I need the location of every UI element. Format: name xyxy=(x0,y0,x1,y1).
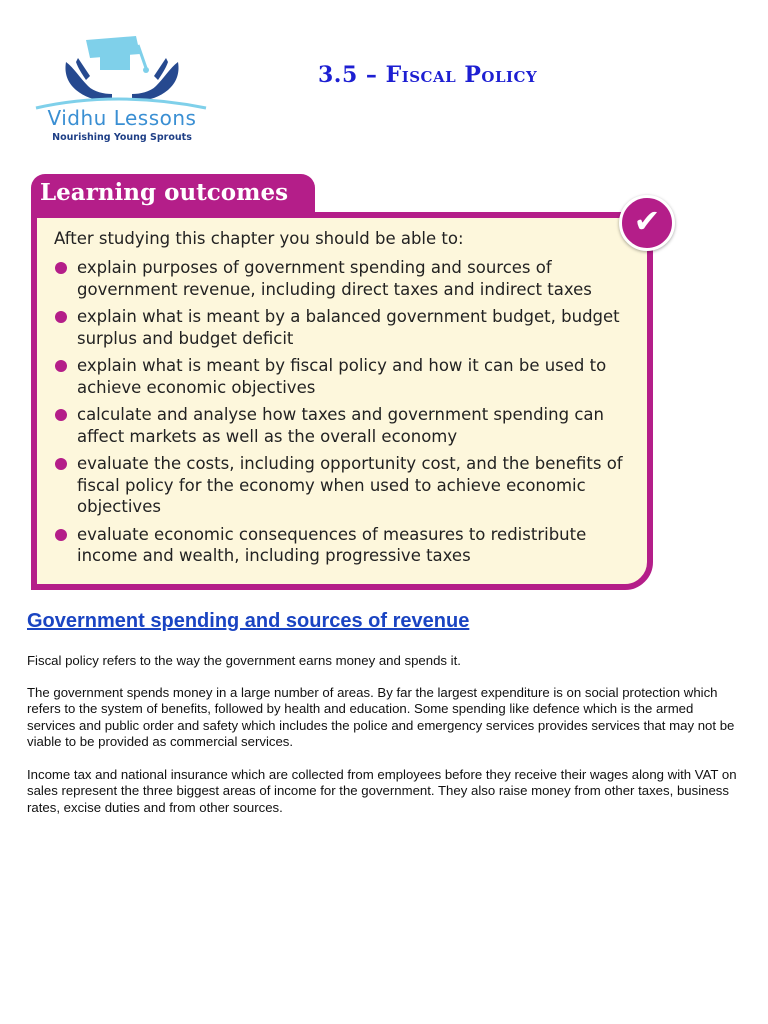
list-item-text: calculate and analyse how taxes and government spending can affect markets as well as the overall economy xyxy=(77,405,604,446)
bullet-dot-icon xyxy=(55,458,67,470)
paragraph-spending: The government spends money in a large number of areas. By far the largest expenditure is on social protection which refers to the system of benefits, followed by health and education. Some spending like defence which is the armed services and public order and safety which includes the police and emergency services provides services that may not be viable to be provided as commercial services. xyxy=(27,685,735,749)
section-heading: Government spending and sources of revenue xyxy=(27,610,470,632)
bullet-dot-icon xyxy=(55,311,67,323)
list-item-text: explain purposes of government spending and sources of government revenue, including direct taxes and indirect taxes xyxy=(77,258,592,299)
learning-outcomes-list xyxy=(54,257,634,573)
logo-tagline: Nourishing Young Sprouts xyxy=(52,132,192,143)
list-item-text: explain what is meant by fiscal policy and how it can be used to achieve economic objectives xyxy=(77,356,607,397)
bullet-dot-icon xyxy=(55,409,67,421)
list-item-text: explain what is meant by a balanced government budget, budget surplus and budget deficit xyxy=(77,307,620,348)
logo-name: Vidhu Lessons xyxy=(47,106,197,130)
page-title: 3.5 – Fiscal Policy xyxy=(318,62,538,88)
list-item xyxy=(54,355,634,398)
paragraph-revenue: Income tax and national insurance which are collected from employees before they receive their wages along with VAT on sales represent the three biggest areas of income for the government. They also raise money from other taxes, business rates, excise duties and from other sources. xyxy=(27,767,737,815)
learning-outcomes-heading: Learning outcomes xyxy=(40,179,289,206)
hands-cap-logo-icon xyxy=(28,28,208,118)
bullet-dot-icon xyxy=(55,360,67,372)
list-item xyxy=(54,257,634,300)
logo xyxy=(28,28,208,148)
graduation-cap-icon xyxy=(86,36,149,73)
checkmark-glyph: ✔ xyxy=(633,202,661,240)
paragraph-intro: Fiscal policy refers to the way the government earns money and spends it. xyxy=(27,653,461,668)
list-item-text: evaluate the costs, including opportunity cost, and the benefits of fiscal policy for the economy when used to achieve economic objectives xyxy=(77,454,623,516)
list-item xyxy=(54,306,634,349)
list-item xyxy=(54,524,634,567)
bullet-dot-icon xyxy=(55,262,67,274)
list-item xyxy=(54,404,634,447)
checkmark-icon xyxy=(619,195,675,251)
bullet-dot-icon xyxy=(55,529,67,541)
learning-outcomes-intro: After studying this chapter you should be able to: xyxy=(54,229,464,248)
list-item xyxy=(54,453,634,518)
list-item-text: evaluate economic consequences of measures to redistribute income and wealth, including progressive taxes xyxy=(77,524,587,565)
